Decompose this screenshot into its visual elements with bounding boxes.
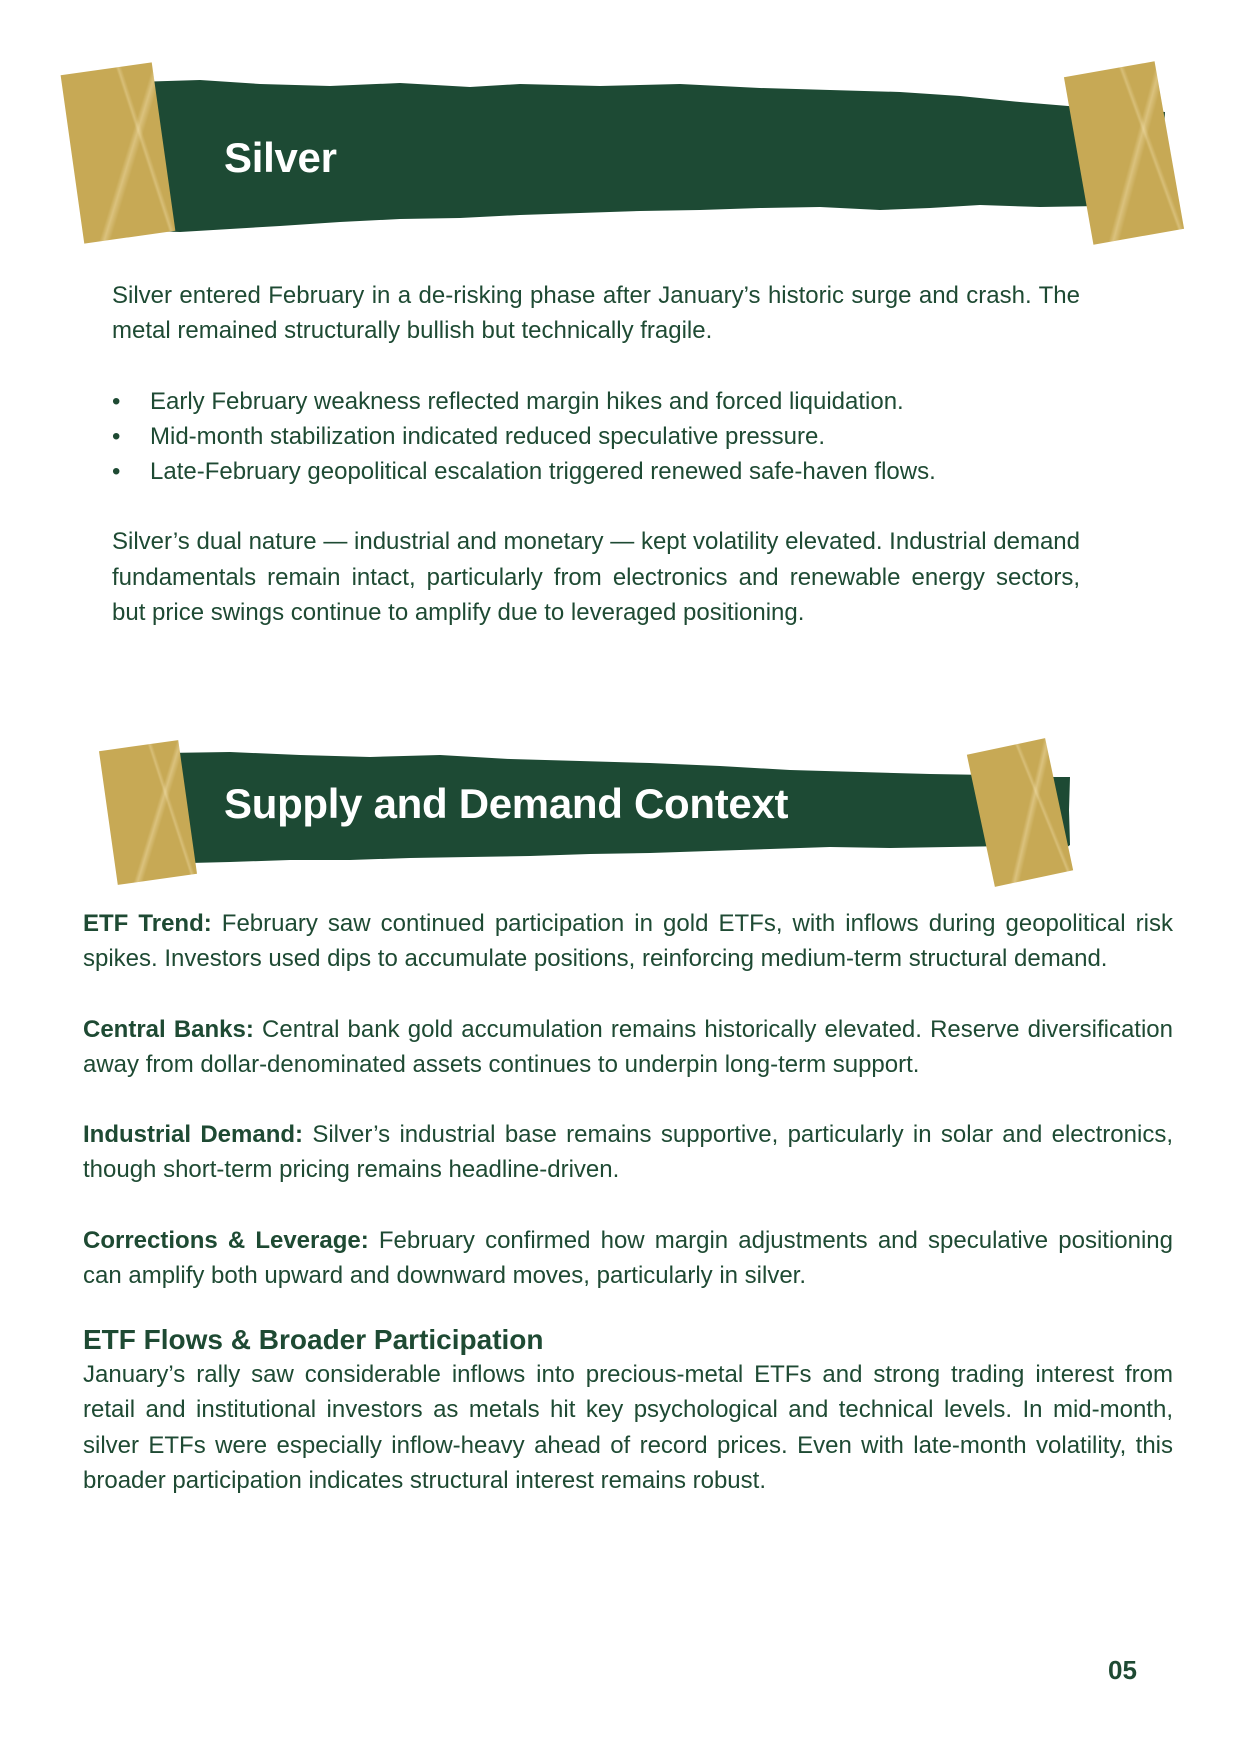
etf-trend-label: ETF Trend: [83,910,212,937]
etf-trend-paragraph [83,906,1173,976]
page-number: 05 [1108,1655,1137,1685]
silver-heading: Silver [224,134,337,181]
industrial-demand-paragraph [83,1117,1173,1187]
etf-trend-text: February saw continued participation in gold ETFs, with inflows during geopolitical risk spikes. Investors used dips to accumulate positions, reinforcing medium-term structural demand. [83,910,1173,973]
etf-flows-subheading: ETF Flows & Broader Participation [83,1324,544,1356]
central-banks-label: Central Banks: [83,1015,254,1043]
industrial-demand-label: Industrial Demand: [83,1121,304,1149]
corrections-leverage-text: February confirmed how margin adjustments and speculative positioning can amplify both upward and downward moves, particularly in silver. [83,1226,1173,1289]
supply-demand-body [83,906,1173,1498]
corrections-leverage-label: Corrections & Leverage: [83,1226,369,1254]
bullet-item: • Mid-month stabilization indicated reduced speculative pressure. [112,419,1080,454]
industrial-demand-text: Silver’s industrial base remains supportive, particularly in solar and electronics, though short-term pricing remains headline-driven. [83,1121,1173,1184]
supply-demand-heading: Supply and Demand Context [224,780,789,827]
silver-intro: Silver entered February in a de-risking phase after January’s historic surge and crash. The metal remained structurally bullish but technically fragile. [112,282,1080,345]
central-banks-text: Central bank gold accumulation remains historically elevated. Reserve diversification away from dollar-denominated assets continues to underpin long-term support. [83,1015,1173,1078]
bullet-item: • Early February weakness reflected margin hikes and forced liquidation. [112,384,1080,419]
bullet-item: • Late-February geopolitical escalation triggered renewed safe-haven flows. [112,454,1080,489]
central-banks-paragraph [83,1012,1173,1082]
etf-flows-paragraph: January’s rally saw considerable inflows into precious-metal ETFs and strong trading interest from retail and institutional investors as metals hit key psychological and technical levels. In mid-month, silver ETFs were especially inflow-heavy ahead of record prices. Even with late-month volatility, this broader participation indicates structural interest remains robust. [83,1361,1173,1494]
corrections-leverage-paragraph [83,1223,1173,1293]
silver-closing: Silver’s dual nature — industrial and monetary — kept volatility elevated. Industrial demand fundamentals remain intact, particularly from electronics and renewable energy sectors, but price swings continue to amplify due to leveraged positioning. [112,528,1080,626]
